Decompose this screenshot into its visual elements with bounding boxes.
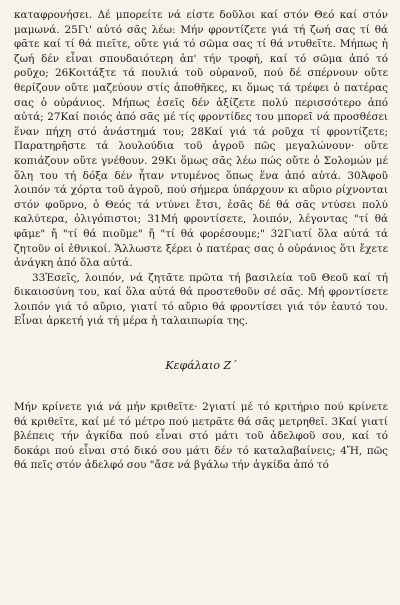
paragraph-verses-24-32: καταφρονήσει. Δέ μπορείτε νά είστε δοῦλοι καί στόν Θεό καί στόν μαμωνά. 25Γι' αὐτό σᾶς λέω: Μήν φροντίζετε γιά τή ζωή σας τί θά φᾶτε καί τί θά πιεῖτε, οὔτε γιά τό σῶμα σας τί θά ντυθεῖτε. Μήπως ἡ ζωή δέν εἶναι σπουδαιότερη ἀπ' τήν τροφή, καί τό σῶμα ἀπό τό ροῦχο; 26Κοιτάξτε τά πουλιά τοῦ οὐρανοῦ, πού δέ σπέρνουν οὔτε θερίζουν οὔτε μαζεύουν στίς ἀποθῆκες, κι ὅμως τά τρέφει ὁ πατέρας σας ὁ οὐράνιος. Μήπως ἐσεῖς δέν ἀξίζετε πολύ περισσότερο ἀπό αὐτά; 27Καί ποιός ἀπό σᾶς μέ τίς φροντίδες του μπορεῖ νά προσθέσει ἕναν πήχη στό ἀνάστημά του; 28Καί γιά τά ροῦχα τί φροντίζετε; Παρατηρῆστε τά λουλούδια τοῦ ἀγροῦ πῶς μεγαλώνουν· οὔτε κοπιάζουν οὔτε γνέθουν. 29Κι ὅμως σᾶς λέω πώς οὔτε ὁ Σολομών μέ ὅλη του τή δόξα δέν ἦταν ντυμένος ὅπως ἕνα ἀπό αὐτά. 30Ἀφοῦ λοιπόν τά χόρτα τοῦ ἀγροῦ, πού σήμερα ὑπάρχουν κι αὔριο ρίχνονται στόν φοῦρνο, ὁ Θεός τά ντύνει ἔτσι, ἐσᾶς δέ θά σᾶς ντύσει πολύ καλύτερα, ὀλιγόπιστοι; 31Μή φροντίσετε, λοιπόν, λέγοντας "τί θά φᾶμε" ἤ "τί θά πιοῦμε" ἤ "τί θά φορέσουμε;" 32Γιατί ὅλα αὐτά τά ζητοῦν οἱ ἐθνικοί. Ἄλλωστε ξέρει ὁ πατέρας σας ὁ οὐράνιος ὅτι ἔχετε ἀνάγκη ἀπό ὅλα αὐτά. [14, 9, 388, 270]
paragraph-verses-33-34: 33Ἐσεῖς, λοιπόν, νά ζητᾶτε πρῶτα τή βασιλεία τοῦ Θεοῦ καί τή δικαιοσύνη του, καί ὅλα αὐτά θά προστεθοῦν σέ σᾶς. Μή φροντίσετε λοιπόν γιά τό αὔριο, γιατί τό αὔριο θά φροντίσει γιά τόν ἑαυτό του. Εἶναι ἀρκετή γιά τή μέρα ἡ ταλαιπωρία της. [14, 271, 388, 328]
chapter-heading: Κεφάλαιο Ζ΄ [165, 359, 237, 373]
paragraph-chapter-7-verses-1-4: Μήν κρίνετε γιά νά μήν κριθεῖτε· 2γιατί μέ τό κριτήριο πού κρίνετε θά κριθεῖτε, καί μέ τό μέτρο πού μετρᾶτε θά σᾶς μετρηθεῖ. 3Καί γιατί βλέπεις τήν ἀγκίδα πού εἶναι στό μάτι τοῦ ἀδελφοῦ σου, καί τό δοκάρι πού εἶναι στό δικό σου μάτι δέν τό καταλαβαίνεις; 4Ἤ, πῶς θά πεῖς στόν ἀδελφό σου "ἄσε νά βγάλω τήν ἀγκίδα ἀπό τό [14, 401, 388, 472]
